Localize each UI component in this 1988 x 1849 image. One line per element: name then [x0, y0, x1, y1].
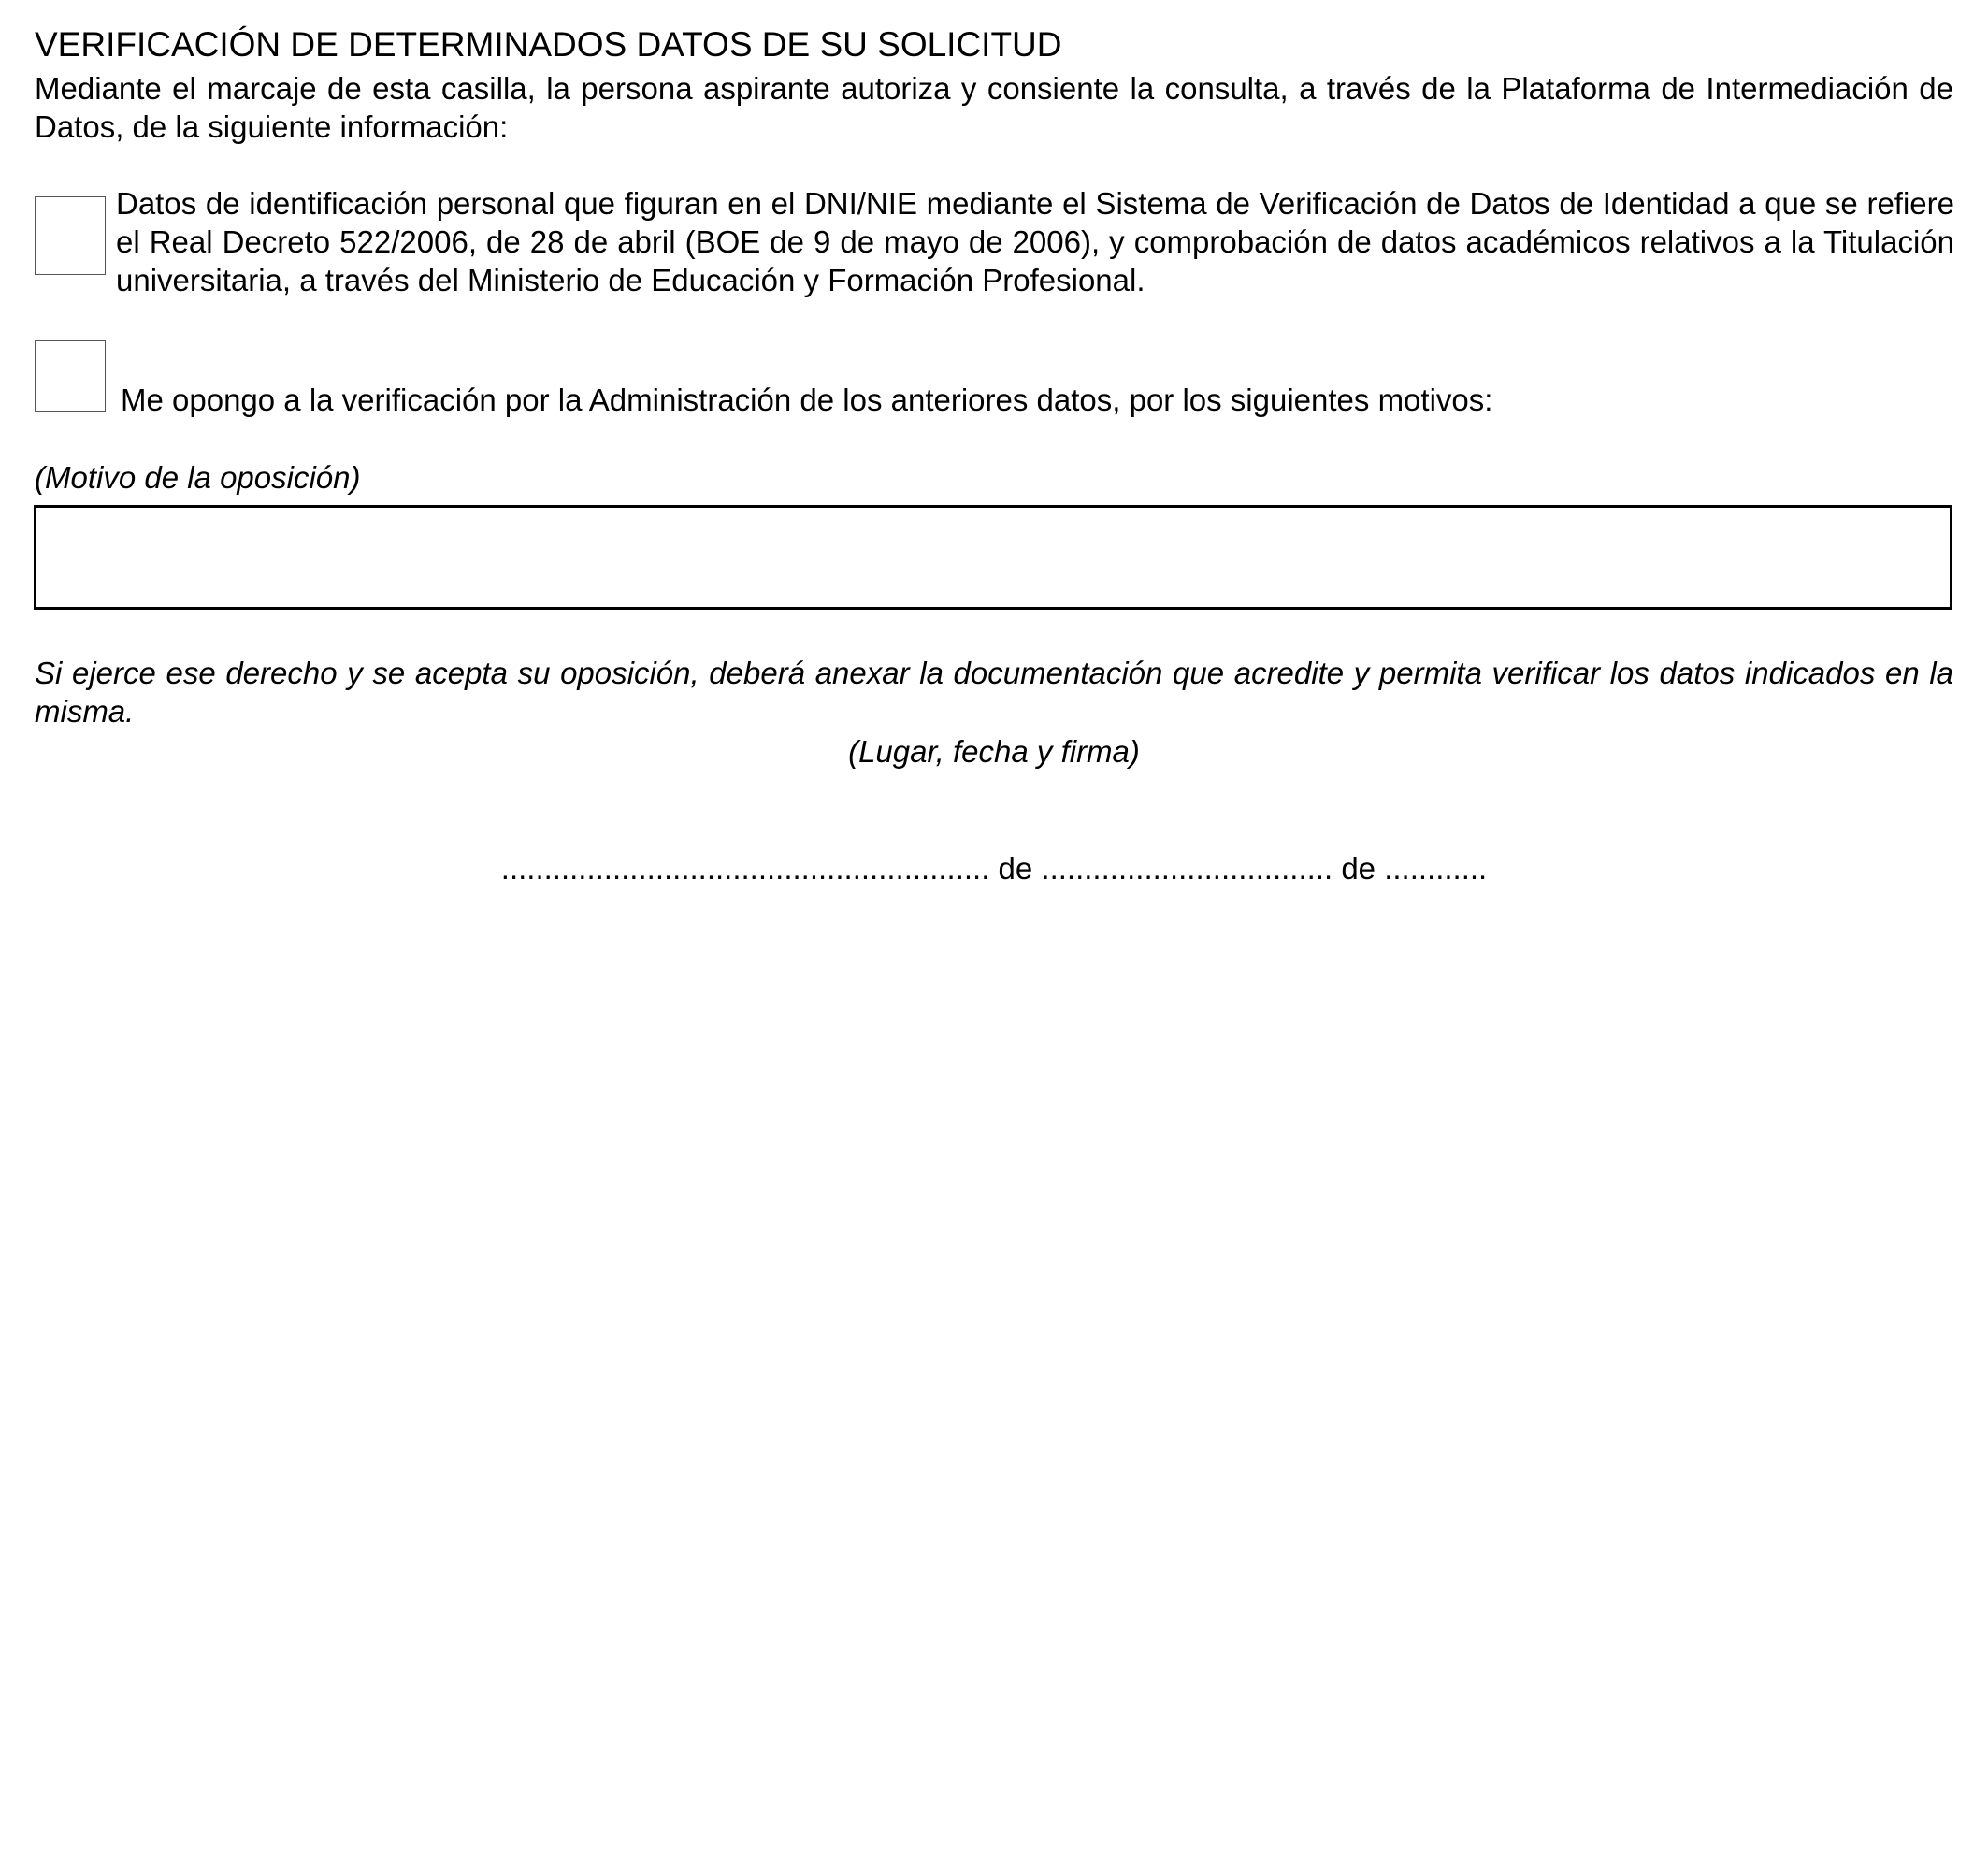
place-date-line[interactable]: ......................................................... de .................................. de ............ — [500, 851, 1488, 886]
opposition-reason-label: (Motivo de la oposición) — [35, 460, 361, 495]
opposition-text: Me opongo a la verificación por la Administración de los anteriores datos, por los siguientes motivos: — [121, 383, 1493, 417]
identity-verification-text: Datos de identificación personal que figuran en el DNI/NIE mediante el Sistema de Verificación de Datos de Identidad a que se refiere el Real Decreto 522/2006, de 28 de abril (BOE de 9 de mayo de 2006), y comprobación de datos académicos relativos a la Titulación universitaria, a través del Ministerio de Educación y Formación Profesional. — [116, 186, 1954, 297]
identity-verification-checkbox[interactable] — [35, 196, 106, 275]
signature-label: (Lugar, fecha y firma) — [848, 734, 1140, 769]
section-title: VERIFICACIÓN DE DETERMINADOS DATOS DE SU SOLICITUD — [35, 25, 1062, 64]
intro-paragraph: Mediante el marcaje de esta casilla, la persona aspirante autoriza y consiente la consulta, a través de la Plataforma de Intermediación de Datos, de la siguiente información: — [35, 71, 1953, 144]
opposition-note: Si ejerce ese derecho y se acepta su oposición, deberá anexar la documentación que acredite y permita verificar los datos indicados en la misma. — [35, 656, 1953, 729]
opposition-reason-field[interactable] — [34, 505, 1952, 610]
opposition-checkbox[interactable] — [35, 340, 106, 412]
